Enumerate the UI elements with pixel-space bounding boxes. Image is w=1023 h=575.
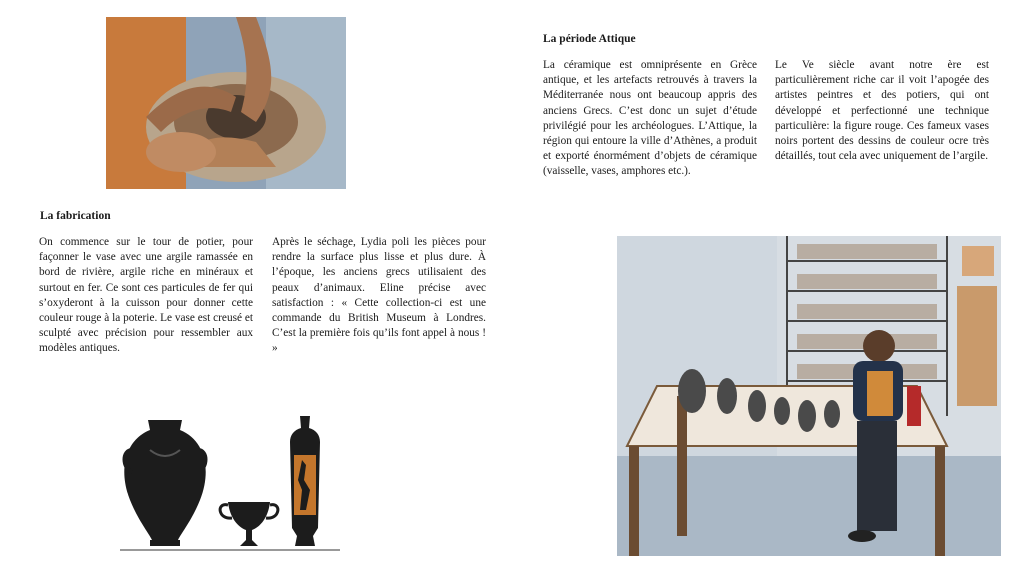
- fabrication-paragraph-2: Après le séchage, Lydia poli les pièces pour rendre la surface plus lisse et plus dure. À l’époque, les anciens grecs utilisaient des peaux d’animaux. Eline précise avec satisfaction : « Cette collection-ci est une commande du British Museum à Londres. C’est la première fois qu’ils font appel à nous ! »: [272, 236, 486, 355]
- attique-paragraph-2: Le Ve siècle avant notre ère est particulièrement riche car il voit l’apogée des artistes peintres et des potiers, qui ont développé et perfectionné une technique particulière: la figure rouge. Ces fameux vases noirs portent des dessins de couleur ocre très détaillés, tout cela avec uniquement de l’argile.: [775, 59, 989, 163]
- workshop-illustration: [617, 236, 1001, 556]
- fabrication-heading: La fabrication: [40, 210, 111, 222]
- greek-vases-illustration: [120, 410, 340, 555]
- pottery-wheel-illustration: [106, 17, 346, 189]
- attique-heading: La période Attique: [543, 33, 636, 45]
- attique-paragraph-1: La céramique est omniprésente en Grèce antique, et les artefacts retrouvés à travers la Méditerranée nous ont beaucoup appris des anciens Grecs. C’est donc un sujet d’étude privilégié pour les archéologues. L’Attique, la région qui entoure la ville d’Athènes, a produit et exporté énormément d’objets de céramique (vaisselle, vases, amphores etc.).: [543, 59, 757, 178]
- fabrication-paragraph-1: On commence sur le tour de potier, pour façonner le vase avec une argile ramassée en bord de rivière, argile riche en minéraux et surtout en fer. Ce sont ces particules de fer qui s’oxyderont à la cuisson pour donner cette couleur rouge à la poterie. Le vase est creusé et sculpté avec précision pour ressembler aux modèles antiques.: [39, 236, 253, 355]
